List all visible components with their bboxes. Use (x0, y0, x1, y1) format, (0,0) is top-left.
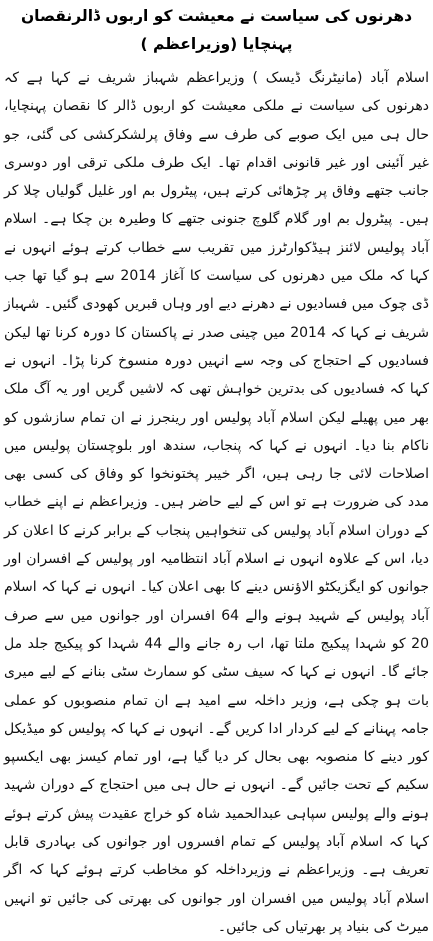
article-body: اسلام آباد (مانیٹرنگ ڈیسک ) وزیراعظم شہباز شریف نے کہا ہے کہ دھرنوں کی سیاست نے ملکی معیشت کو اربوں ڈالر کا نقصان پہنچایا، حال ہی میں ایک صوبے کی طرف سے وفاق پرلشکرکشی کی گئی، جو غیر آئینی اور غیر قانونی اقدام تھا۔ ایک طرف ملکی ترقی اور دوسری جانب جتھے وفاق پر چڑھائی کرتے ہیں، پیٹرول بم اور غلیل گولیاں چلا کر ہیں۔ پیٹرول بم اور گلام گلوچ جنونی جتھے کا وطیرہ بن چکا ہے۔ اسلام آباد پولیس لائنز ہیڈکوارٹرز میں تقریب سے خطاب کرتے ہوئے انہوں نے کہا کہ ملک میں دھرنوں کی سیاست کا آغاز 2014 سے ہو گیا تھا جب ڈی چوک میں فسادیوں نے دھرنے دیے اور وہاں قبریں کھودی گئیں۔ شہباز شریف نے کہا کہ 2014 میں چینی صدر نے پاکستان کا دورہ کرنا تھا لیکن فسادیوں کے احتجاج کی وجہ سے انہیں دورہ منسوخ کرنا پڑا۔ انہوں نے کہا کہ فسادیوں کی بدترین خواہش تھی کہ لاشیں گریں اور یہ آگ ملک بھر میں پھیلے لیکن اسلام آباد پولیس اور رینجرز نے ان تمام سازشوں کو ناکام بنا دیا۔ انہوں نے کہا کہ پنجاب، سندھ اور بلوچستان پولیس میں اصلاحات لائی جا رہی ہیں، اگر خیبر پختونخوا کو وفاق کی کسی بھی مدد کی ضرورت ہے تو اس کے لیے حاضر ہیں۔ وزیراعظم نے اپنے خطاب کے دوران اسلام آباد پولیس کی تنخواہیں پنجاب کے برابر کرنے کا اعلان کر دیا، اس کے علاوہ انہوں نے اسلام آباد انتظامیہ اور پولیس کے افسران اور جوانوں کو ایگزیکٹو الاؤنس دینے کا بھی اعلان کیا۔ انہوں نے کہا کہ اسلام آباد پولیس کے شہید ہونے والے 64 افسران اور جوانوں میں سے صرف 20 کو شہدا پیکیج ملتا تھا، اب رہ جانے والے 44 شہدا کو پیکیج جلد مل جائے گا۔ انہوں نے کہا کہ سیف سٹی کو سمارٹ سٹی بنانے کے لیے میری بات ہو چکی ہے، وزیر داخلہ سے امید ہے ان تمام منصوبوں کو عملی جامہ پہنانے کے لیے کردار ادا کریں گے۔ انہوں نے کہا کہ پولیس کو میڈیکل کور دینے کا منصوبہ بھی بحال کر دیا گیا ہے، اور تمام کیسز بھی ایکسپو سکیم کے تحت جائیں گے۔ انہوں نے حال ہی میں احتجاج کے دوران شہید ہونے والے پولیس سپاہی عبدالحمید شاہ کو خراج عقیدت پیش کرتے ہوئے کہا کہ اسلام آباد پولیس کے تمام افسروں اور جوانوں کی بہادری قابل تعریف ہے۔ وزیراعظم نے وزیرداخلہ کو مخاطب کرتے ہوئے کہا کہ اگر اسلام آباد پولیس میں افسران اور جوانوں کی بھرتی کی جائیں تو انہیں میرٹ کی بنیاد پر بھرتیاں کی جائیں۔ (4, 70, 430, 935)
article-headline: دھرنوں کی سیاست نے معیشت کو اربوں ڈالرنقصان پہنچایا (وزیراعظم ) (20, 7, 413, 53)
news-article (4, 2, 430, 935)
